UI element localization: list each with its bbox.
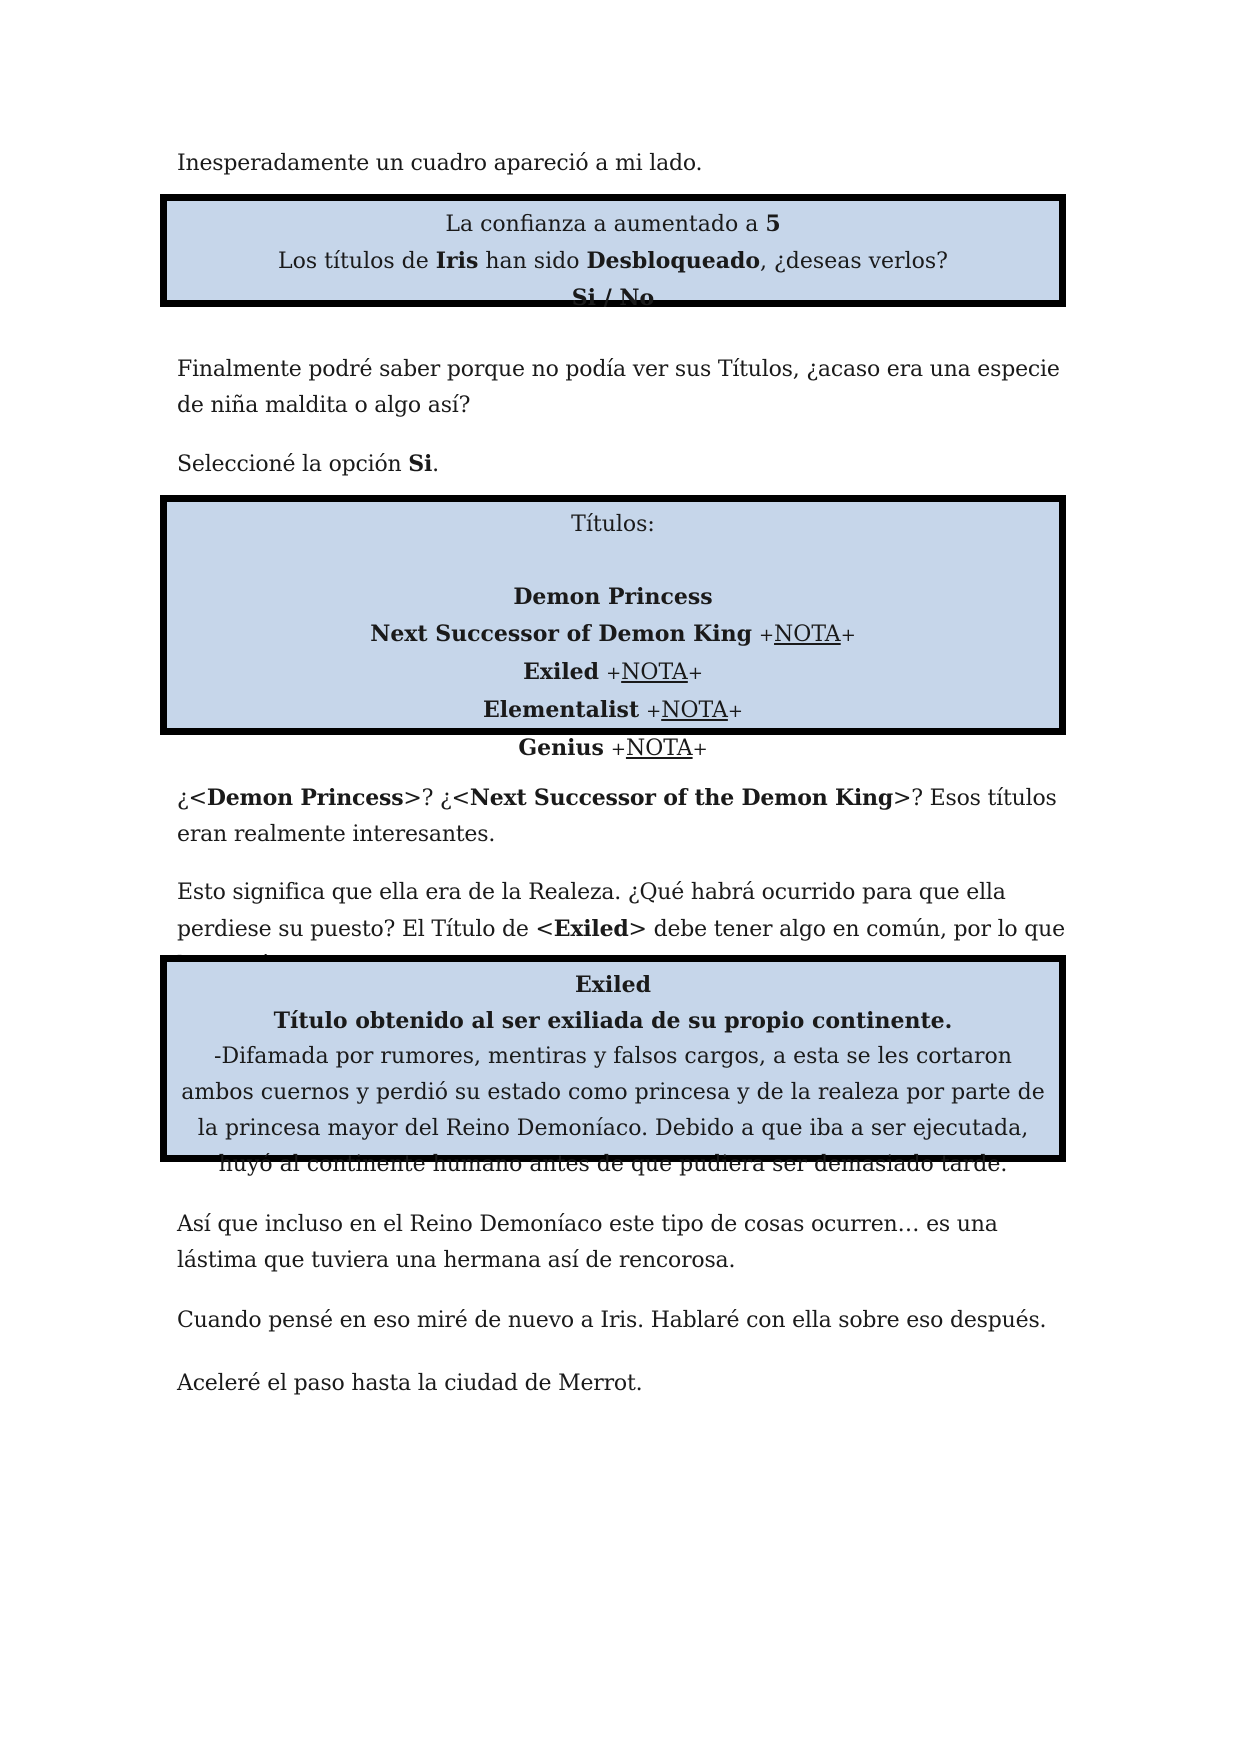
reaction-text-a: ¿< — [177, 786, 207, 811]
unlocked-status: Desbloqueado — [586, 248, 761, 274]
plus-marker: + — [606, 663, 622, 684]
option-yes[interactable]: Si — [571, 285, 597, 311]
reaction-text-c: >? ¿< — [403, 786, 470, 811]
selection-period: . — [432, 452, 439, 477]
title-name: Elementalist — [483, 697, 640, 723]
titles-box — [160, 495, 1066, 761]
title-name: Demon Princess — [513, 584, 713, 610]
plus-marker: + — [727, 701, 743, 722]
title-name: Exiled — [523, 659, 600, 685]
character-name: Iris — [435, 248, 479, 274]
paragraph-selection — [177, 446, 1067, 483]
royalty-text-a: Esto significa que ella era de la Realeza. ¿Qué habrá ocurrido para que ella perdiese su puesto? El Título de < — [177, 880, 1006, 942]
title-item — [181, 616, 1045, 654]
option-no[interactable]: No — [619, 285, 655, 311]
plus-marker: + — [840, 625, 856, 646]
paragraph-merrot: Aceleré el paso hasta la ciudad de Merrot. — [177, 1371, 643, 1396]
paragraph-intro: Inesperadamente un cuadro apareció a mi lado. — [177, 151, 703, 176]
exiled-description-box — [160, 955, 1066, 1177]
paragraph-iris: Cuando pensé en eso miré de nuevo a Iris. Hablaré con ella sobre eso después. — [177, 1308, 1047, 1333]
plus-marker: + — [692, 739, 708, 760]
confidence-value: 5 — [765, 211, 781, 237]
paragraph-demon-kingdom: Así que incluso en el Reino Demoníaco este tipo de cosas ocurren… es una lástima que tuviera una hermana así de rencorosa. — [177, 1212, 998, 1273]
title-item — [181, 730, 1045, 768]
exiled-title: Exiled — [575, 972, 651, 998]
paragraph-finally: Finalmente podré saber porque no podía ver sus Títulos, ¿acaso era una especie de niña maldita o algo así? — [177, 357, 1060, 418]
title-name: Next Successor of Demon King — [370, 621, 752, 647]
option-separator: / — [596, 285, 620, 311]
royalty-text-c: > debe tener algo en común, por lo que — [628, 917, 1065, 942]
paragraph-titles-reaction — [177, 780, 1067, 853]
note-link[interactable]: NOTA — [661, 698, 728, 723]
note-link[interactable]: NOTA — [625, 736, 693, 761]
reaction-title-1: Demon Princess — [206, 785, 404, 811]
exiled-subtitle: Título obtenido al ser exiliada de su propio continente. — [273, 1008, 953, 1034]
plus-marker: + — [646, 701, 662, 722]
confidence-text: La confianza a aumentado a — [445, 212, 766, 237]
unlocked-text-c: han sido — [478, 249, 587, 274]
note-link[interactable]: NOTA — [621, 660, 688, 685]
unlocked-text-a: Los títulos de — [278, 249, 436, 274]
reaction-title-2: Next Successor of the Demon King — [469, 785, 894, 811]
plus-marker: + — [758, 625, 775, 646]
plus-marker: + — [610, 739, 626, 760]
titles-unlocked-line — [181, 243, 1045, 280]
exiled-description: -Difamada por rumores, mentiras y falsos cargos, a esta se les cortaron ambos cuernos y perdió su estado como princesa y de la realeza por parte de la princesa mayor del Reino Demoníaco. Debido a que iba a ser ejecutada, huyó al continente humano antes de que pudiera ser demasiado tarde. — [181, 1044, 1045, 1177]
title-name: Genius — [518, 735, 604, 761]
reaction-text-e: >? Esos títulos eran realmente interesantes. — [177, 786, 1057, 847]
selection-text: Seleccioné la opción — [177, 452, 409, 477]
selection-option: Si — [408, 451, 433, 477]
unlocked-question: , ¿deseas verlos? — [760, 249, 948, 274]
royalty-title: Exiled — [553, 916, 629, 942]
choice-line — [181, 280, 1045, 317]
note-link[interactable]: NOTA — [774, 622, 841, 647]
titles-spacer — [181, 543, 1045, 579]
title-item — [181, 692, 1045, 730]
plus-marker: + — [687, 663, 703, 684]
titles-heading: Títulos: — [571, 512, 655, 537]
confidence-notification-box — [160, 194, 1066, 311]
confidence-line — [181, 206, 1045, 243]
title-item — [181, 579, 1045, 616]
title-item — [181, 654, 1045, 692]
